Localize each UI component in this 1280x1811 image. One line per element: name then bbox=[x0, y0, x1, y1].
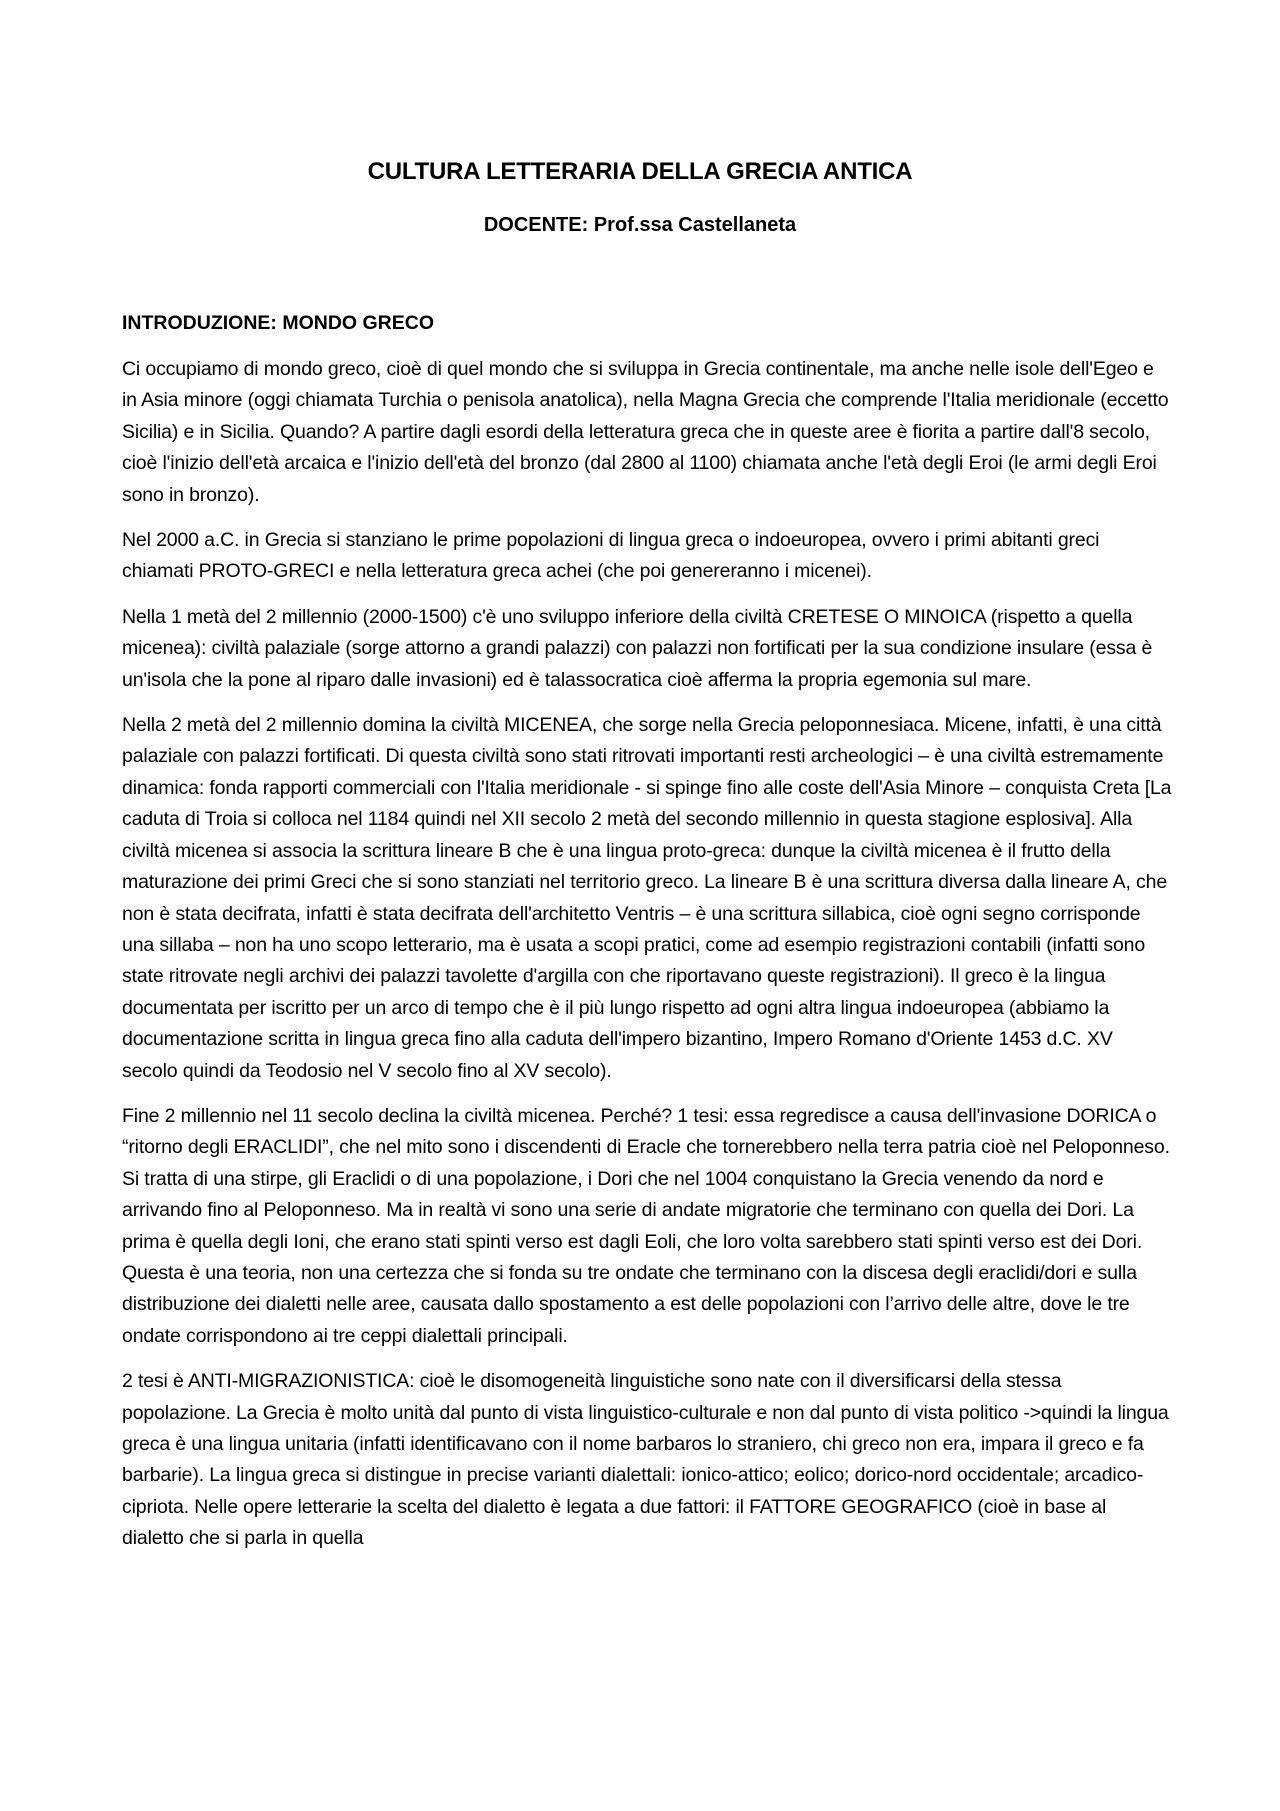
paragraph: Ci occupiamo di mondo greco, cioè di quel mondo che si sviluppa in Grecia continentale, ma anche nelle isole dell'Egeo e in Asia minore (oggi chiamata Turchia o penisola anatolica), nella Magna Grecia che comprende l'Italia meridionale (eccetto Sicilia) e in Sicilia. Quando? A partire dagli esordi della letteratura greca che in queste aree è fiorita a partire dall'8 secolo, cioè l'inizio dell'età arcaica e l'inizio dell'età del bronzo (dal 2800 al 1100) chiamata anche l'età degli Eroi (le armi degli Eroi sono in bronzo). bbox=[122, 358, 1169, 506]
document-subtitle: DOCENTE: Prof.ssa Castellaneta bbox=[483, 214, 797, 236]
paragraph: Nella 2 metà del 2 millennio domina la civiltà MICENEA, che sorge nella Grecia peloponnesiaca. Micene, infatti, è una città palaziale con palazzi fortificati. Di questa civiltà sono stati ritrovati importanti resti archeologici – è una civiltà estremamente dinamica: fonda rapporti commerciali con l'Italia meridionale - si spinge fino alle coste dell'Asia Minore – conquista Creta [La caduta di Troia si colloca nel 1184 quindi nel XII secolo 2 metà del secondo millennio in questa stagione esplosiva]. Alla civiltà micenea si associa la scrittura lineare B che è una lingua proto-greca: dunque la civiltà micenea è il frutto della maturazione dei primi Greci che si sono stanziati nel territorio greco. La lineare B è una scrittura diversa dalla lineare A, che non è stata decifrata, infatti è stata decifrata dell'architetto Ventris – è una scrittura sillabica, cioè ogni segno corrisponde una sillaba – non ha uno scopo letterario, ma è usata a scopi pratici, come ad esempio registrazioni contabili (infatti sono state ritrovate negli archivi dei palazzi tavolette d'argilla con che riportavano queste registrazioni). Il greco è la lingua documentata per iscritto per un arco di tempo che è il più lungo rispetto ad ogni altra lingua indoeuropea (abbiamo la documentazione scritta in lingua greca fino alla caduta dell'impero bizantino, Impero Romano d'Oriente 1453 d.C. XV secolo quindi da Teodosio nel V secolo fino al XV secolo). bbox=[122, 714, 1172, 1082]
paragraph: 2 tesi è ANTI-MIGRAZIONISTICA: cioè le disomogeneità linguistiche sono nate con il diversificarsi della stessa popolazione. La Grecia è molto unità dal punto di vista linguistico-culturale e non dal punto di vista politico ->quindi la lingua greca è una lingua unitaria (infatti identificavano con il nome barbaros lo straniero, chi greco non era, impara il greco e fa barbarie). La lingua greca si distingue in precise varianti dialettali: ionico-attico; eolico; dorico-nord occidentale; arcadico-cipriota. Nelle opere letterarie la scelta del dialetto è legata a due fattori: il FATTORE GEOGRAFICO (cioè in base al dialetto che si parla in quella bbox=[122, 1370, 1169, 1550]
section-heading: INTRODUZIONE: MONDO GRECO bbox=[122, 312, 434, 334]
paragraph: Fine 2 millennio nel 11 secolo declina la civiltà micenea. Perché? 1 tesi: essa regredisce a causa dell'invasione DORICA o “ritorno degli ERACLIDI”, che nel mito sono i discendenti di Eracle che tornerebbero nella terra patria cioè nel Peloponneso. Si tratta di una stirpe, gli Eraclidi o di una popolazione, i Dori che nel 1004 conquistano la Grecia venendo da nord e arrivando fino al Peloponneso. Ma in realtà vi sono una serie di andate migratorie che terminano con quella dei Dori. La prima è quella degli Ioni, che erano stati spinti verso est dagli Eoli, che loro volta sarebbero stati spinti verso est dei Dori. Questa è una teoria, non una certezza che si fonda su tre ondate che terminano con la discesa degli eraclidi/dori e sulla distribuzione dei dialetti nelle aree, causata dallo spostamento a est delle popolazioni con l’arrivo delle altre, dove le tre ondate corrispondono ai tre ceppi dialettali principali. bbox=[122, 1104, 1170, 1347]
document-body bbox=[122, 308, 1172, 1569]
document-title: CULTURA LETTERARIA DELLA GRECIA ANTICA bbox=[367, 158, 913, 185]
paragraph: Nella 1 metà del 2 millennio (2000-1500) c'è uno sviluppo inferiore della civiltà CRETESE O MINOICA (rispetto a quella micenea): civiltà palaziale (sorge attorno a grandi palazzi) con palazzi non fortificati per la sua condizione insulare (essa è un'isola che la pone al riparo dalle invasioni) ed è talassocratica cioè afferma la propria egemonia sul mare. bbox=[122, 605, 1153, 691]
paragraph: Nel 2000 a.C. in Grecia si stanziano le prime popolazioni di lingua greca o indoeuropea, ovvero i primi abitanti greci chiamati PROTO-GRECI e nella letteratura greca achei (che poi genereranno i micenei). bbox=[122, 529, 1100, 583]
